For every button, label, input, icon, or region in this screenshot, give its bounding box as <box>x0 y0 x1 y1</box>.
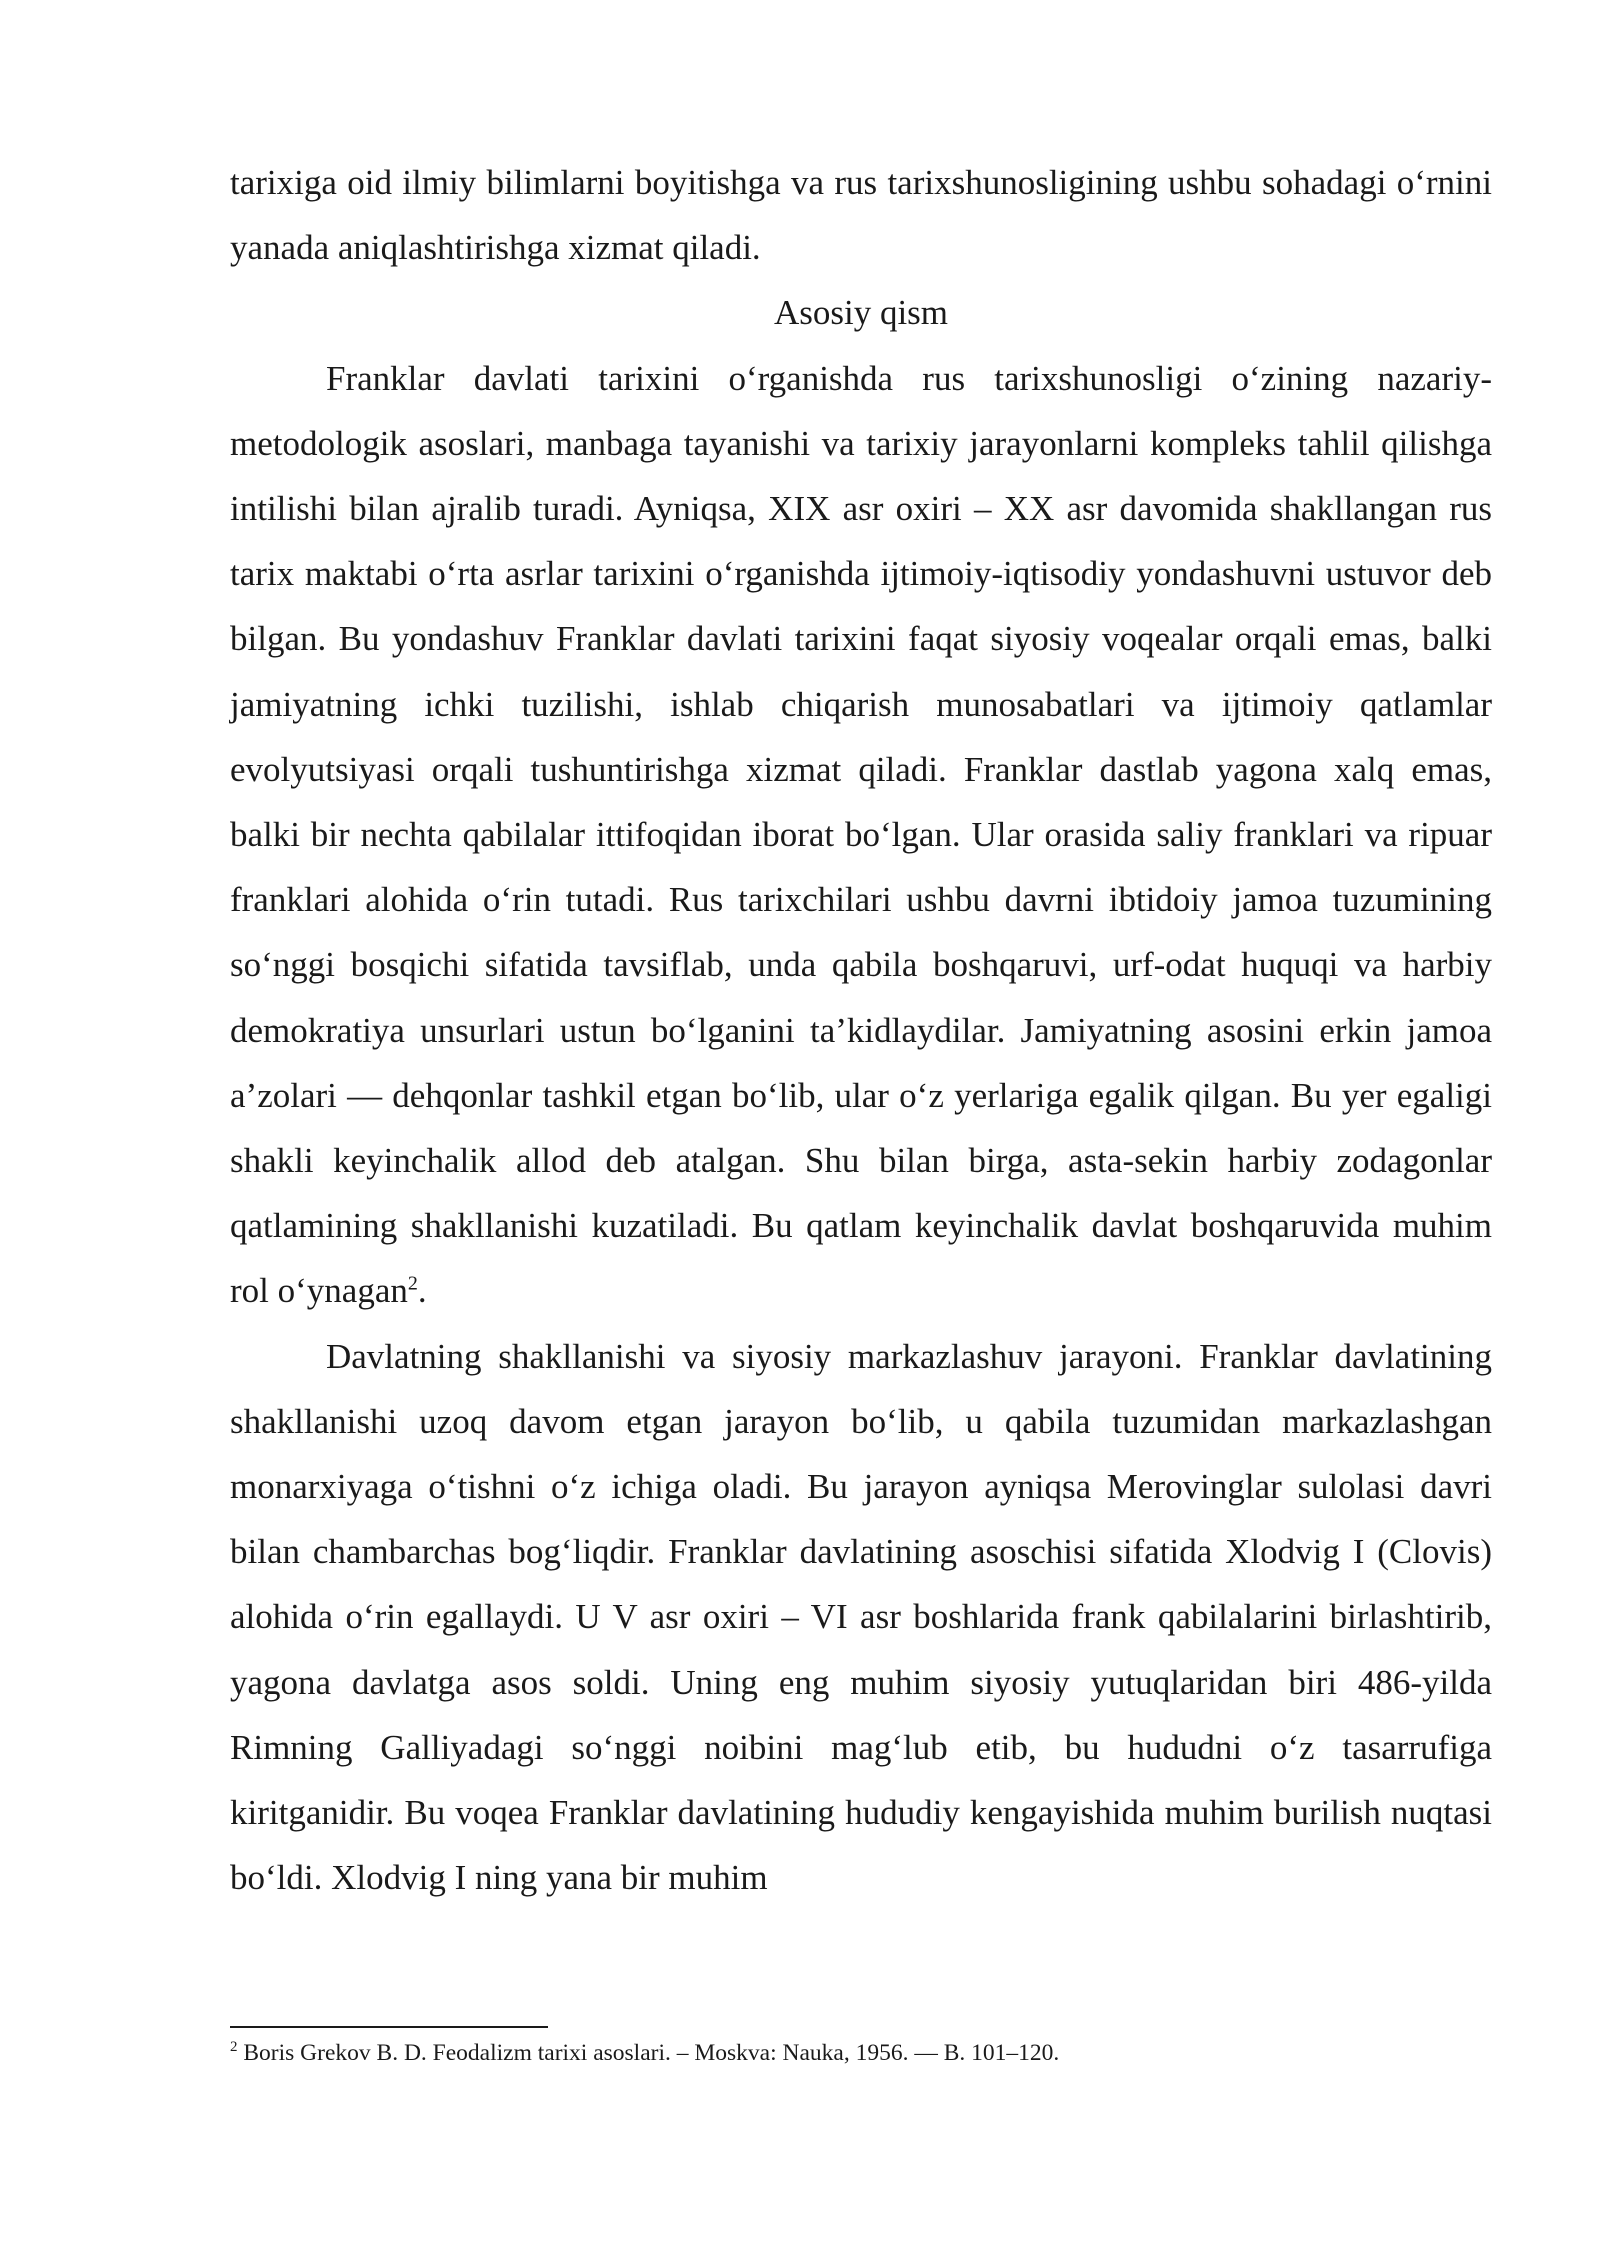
footnote-text: Boris Grekov B. D. Feodalizm tarixi asoslari. – Moskva: Nauka, 1956. — B. 101–120. <box>237 2040 1060 2066</box>
paragraph-continuation: tarixiga oid ilmiy bilimlarni boyitishga va rus tarixshunosligining ushbu sohadagi o‘rnini yanada aniqlashtirishga xizmat qiladi. <box>230 163 1492 268</box>
paragraph-main-part <box>230 346 1492 1324</box>
body-text <box>230 150 1492 1910</box>
section-heading: Asosiy qism <box>773 293 949 333</box>
paragraph-main-part-text: Franklar davlati tarixini o‘rganishda rus tarixshunosligi o‘zining nazariy-metodologik asoslari, manbaga tayanishi va tarixiy jarayonlarni kompleks tahlil qilishga intilishi bilan ajralib turadi. Ayniqsa, XIX asr oxiri – XX asr davomida shakllangan rus tarix maktabi o‘rta asrlar tarixini o‘rganishda ijtimoiy-iqtisodiy yondashuvni ustuvor deb bilgan. Bu yondashuv Franklar davlati tarixini faqat siyosiy voqealar orqali emas, balki jamiyatning ichki tuzilishi, ishlab chiqarish munosabatlari va ijtimoiy qatlamlar evolyutsiyasi orqali tushuntirishga xizmat qiladi. Franklar dastlab yagona xalq emas, balki bir nechta qabilalar ittifoqidan iborat bo‘lgan. Ular orasida saliy franklari va ripuar franklari alohida o‘rin tutadi. Rus tarixchilari ushbu davrni ibtidoiy jamoa tuzumining so‘nggi bosqichi sifatida tavsiflab, unda qabila boshqaruvi, urf-odat huquqi va harbiy demokratiya unsurlari ustun bo‘lganini ta’kidlaydilar. Jamiyatning asosini erkin jamoa a’zolari — dehqonlar tashkil etgan bo‘lib, ular o‘z yerlariga egalik qilgan. Bu yer egaligi shakli keyinchalik allod deb atalgan. Shu bilan birga, asta-sekin harbiy zodagonlar qatlamining shakllanishi kuzatiladi. Bu qatlam keyinchalik davlat boshqaruvida muhim rol o‘ynagan <box>230 358 1492 1311</box>
paragraph-state-formation: Davlatning shakllanishi va siyosiy markazlashuv jarayoni. Franklar davlatining shakllanishi uzoq davom etgan jarayon bo‘lib, u qabila tuzumidan markazlashgan monarxiyaga o‘tishni o‘z ichiga oladi. Bu jarayon ayniqsa Merovinglar sulolasi davri bilan chambarchas bog‘liqdir. Franklar davlatining asoschisi sifatida Xlodvig I (Clovis) alohida o‘rin egallaydi. U V asr oxiri – VI asr boshlarida frank qabilalarini birlashtirib, yagona davlatga asos soldi. Uning eng muhim siyosiy yutuqlaridan biri 486-yilda Rimning Galliyadagi so‘nggi noibini mag‘lub etib, bu hududni o‘z tasarrufiga kiritganidir. Bu voqea Franklar davlatining hududiy kengayishida muhim burilish nuqtasi bo‘ldi. Xlodvig I ning yana bir muhim <box>230 1336 1492 1898</box>
footnote <box>230 2036 1492 2070</box>
footnote-number: 2 <box>230 2039 238 2056</box>
paragraph-main-part-end: . <box>417 1271 427 1311</box>
footnote-separator <box>230 2026 548 2028</box>
footnote-reference[interactable]: 2 <box>407 1272 418 1295</box>
